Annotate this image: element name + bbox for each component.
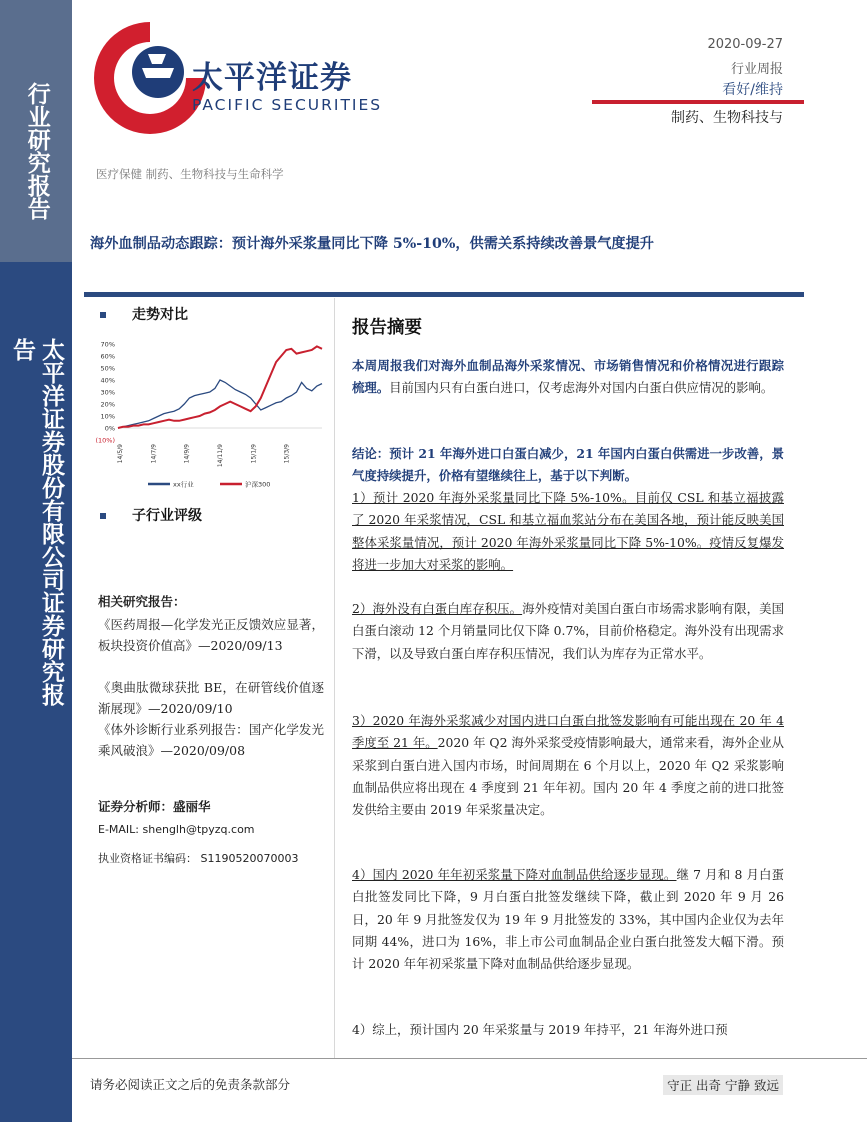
point-2-lead: 2）海外没有白蛋白库存积压。 xyxy=(352,601,523,616)
series-line xyxy=(118,346,322,428)
related-reports-heading: 相关研究报告： xyxy=(98,594,186,609)
x-tick-label: 15/1/9 xyxy=(250,444,258,464)
x-tick-label: 14/7/9 xyxy=(150,444,158,464)
summary-heading: 报告摘要 xyxy=(352,318,422,338)
rating-label: 看好/维持 xyxy=(722,82,783,98)
x-tick-label: 14/9/9 xyxy=(183,444,191,464)
report-date: 2020-09-27 xyxy=(707,37,783,52)
summary-point-1: 1）预计 2020 年海外采浆量同比下降 5%-10%。目前仅 CSL 和基立福披露了 2020 年采浆情况，CSL 和基立福血浆站分布在美国各地，预计能反映美国整体采浆量情况，预计 2020 年海外采浆量同比下降 5%-10%。疫情反复爆发将进一步加大对采浆的影响。 xyxy=(352,490,784,572)
point-3-lead: 3）2020 年海外采浆减少对国内进口白蛋白批签发影响有可能出现在 20 年 4 季度至 21 年。 xyxy=(352,713,784,751)
intro-bold: 本周周报我们对海外血制品海外采浆情况、市场销售情况和价格情况进行跟踪梳理。 xyxy=(352,358,784,396)
x-tick-label: 14/11/9 xyxy=(216,444,224,468)
analyst-email[interactable]: E-MAIL: shenglh@tpyzq.com xyxy=(98,823,255,836)
logo-text-cn: 太平洋证券 xyxy=(192,60,352,96)
sector-path: 医疗保健 制药、生物科技与生命科学 xyxy=(96,167,284,181)
footer-divider xyxy=(72,1058,867,1059)
x-tick-label: 14/5/9 xyxy=(117,444,124,464)
related-report-item[interactable]: 《奥曲肽微球获批 BE，在研管线价值逐渐展现》—2020/09/10 xyxy=(98,680,324,716)
rating-heading-text: 子行业评级 xyxy=(132,508,202,524)
point-4-rest: 继 7 月和 8 月白蛋白批签发同比下降，9 月白蛋白批签发继续下降，截止到 2020 年 9 月 26 日，20 年 9 月批签发仅为 19 年 9 月批签发的 33%，其中国内企业仅为去年同期 44%，进口为 16%，非上市公司血制品企业白蛋白批签发大幅下滑。预计 2020 年年初采浆量下降对血制品供给逐步显现。 xyxy=(352,867,784,972)
analyst-label: 证券分析师： xyxy=(98,799,174,814)
y-tick-label: 70% xyxy=(100,340,115,349)
bullet-square-icon xyxy=(100,513,106,519)
footer-motto: 守正 出奇 宁静 致远 xyxy=(663,1075,783,1095)
related-report-item[interactable]: 《体外诊断行业系列报告：国产化学发光乘风破浪》—2020/09/08 xyxy=(98,722,324,758)
legend-label: xx行业 xyxy=(173,480,194,489)
series-line xyxy=(118,380,322,428)
industry-label: 制药、生物科技与 xyxy=(671,110,783,126)
y-tick-label: 20% xyxy=(100,400,115,409)
column-divider xyxy=(334,298,335,1058)
title-divider xyxy=(84,292,804,297)
sidebar xyxy=(0,0,72,1122)
sidebar-report-category: 行业研究报告 xyxy=(23,82,50,220)
y-tick-label: 10% xyxy=(100,412,115,421)
analyst-line xyxy=(98,797,211,815)
point-3-rest: 2020 年 Q2 海外采浆受疫情影响最大，通常来看，海外企业从采浆到白蛋白进入国内市场，时间周期在 6 个月以上，2020 年 Q2 采浆影响血制品供应将出现在 4 季度到 21 年年初。国内 20 年 4 季度之前的进口批签发供给主要由 2019 年采浆量决定。 xyxy=(352,735,784,818)
point-4-lead: 4）国内 2020 年年初采浆量下降对血制品供给逐步显现。 xyxy=(352,867,677,882)
summary-intro xyxy=(352,355,784,400)
y-tick-label: 40% xyxy=(100,376,115,385)
y-tick-label: 0% xyxy=(104,424,115,433)
footer-disclaimer: 请务必阅读正文之后的免责条款部分 xyxy=(90,1077,291,1092)
trend-chart xyxy=(88,336,328,496)
intro-rest: 目前国内只有白蛋白进口，仅考虑海外对国内白蛋白供应情况的影响。 xyxy=(389,380,774,396)
analyst-cert: 执业资格证书编码： S1190520070003 xyxy=(98,852,299,865)
point-2-rest: 海外疫情对美国白蛋白市场需求影响有限，美国白蛋白滚动 12 个月销量同比仅下降 0.7%，目前价格稳定。海外没有出现需求下滑，以及导致白蛋白库存积压情况，我们认为库存为正常水平。 xyxy=(352,601,785,661)
trend-heading xyxy=(100,304,188,324)
legend-label: 沪深300 xyxy=(245,480,271,489)
y-tick-label: 50% xyxy=(100,364,115,373)
y-tick-label: 60% xyxy=(100,352,115,361)
bullet-square-icon xyxy=(100,312,106,318)
summary-point-4 xyxy=(352,864,784,975)
x-tick-label: 15/3/9 xyxy=(283,444,291,464)
summary-point-3 xyxy=(352,710,784,821)
report-type: 行业周报 xyxy=(730,62,783,77)
related-report-item[interactable]: 《医药周报—化学发光正反馈效应显著，板块投资价值高》—2020/09/13 xyxy=(98,617,324,653)
y-tick-label: 30% xyxy=(100,388,115,397)
analyst-name: 盛丽华 xyxy=(173,799,211,814)
header-red-divider xyxy=(592,100,804,104)
summary-point-2 xyxy=(352,598,784,665)
logo-text-en: PACIFIC SECURITIES xyxy=(192,96,383,114)
rating-heading xyxy=(100,505,202,525)
trend-heading-text: 走势对比 xyxy=(132,307,188,323)
sidebar-company-label: 太平洋证券股份有限公司证券研究报告 xyxy=(9,338,64,706)
summary-point-5: 4）综上，预计国内 20 年采浆量与 2019 年持平，21 年海外进口预 xyxy=(352,1022,728,1037)
y-tick-label: (10%) xyxy=(95,436,115,445)
summary-conclusion: 结论：预计 21 年海外进口白蛋白减少，21 年国内白蛋白供需进一步改善，景气度持续提升，价格有望继续往上，基于以下判断。 xyxy=(352,446,784,484)
report-title: 海外血制品动态跟踪：预计海外采浆量同比下降 5%-10%，供需关系持续改善景气度提升 xyxy=(90,236,654,252)
